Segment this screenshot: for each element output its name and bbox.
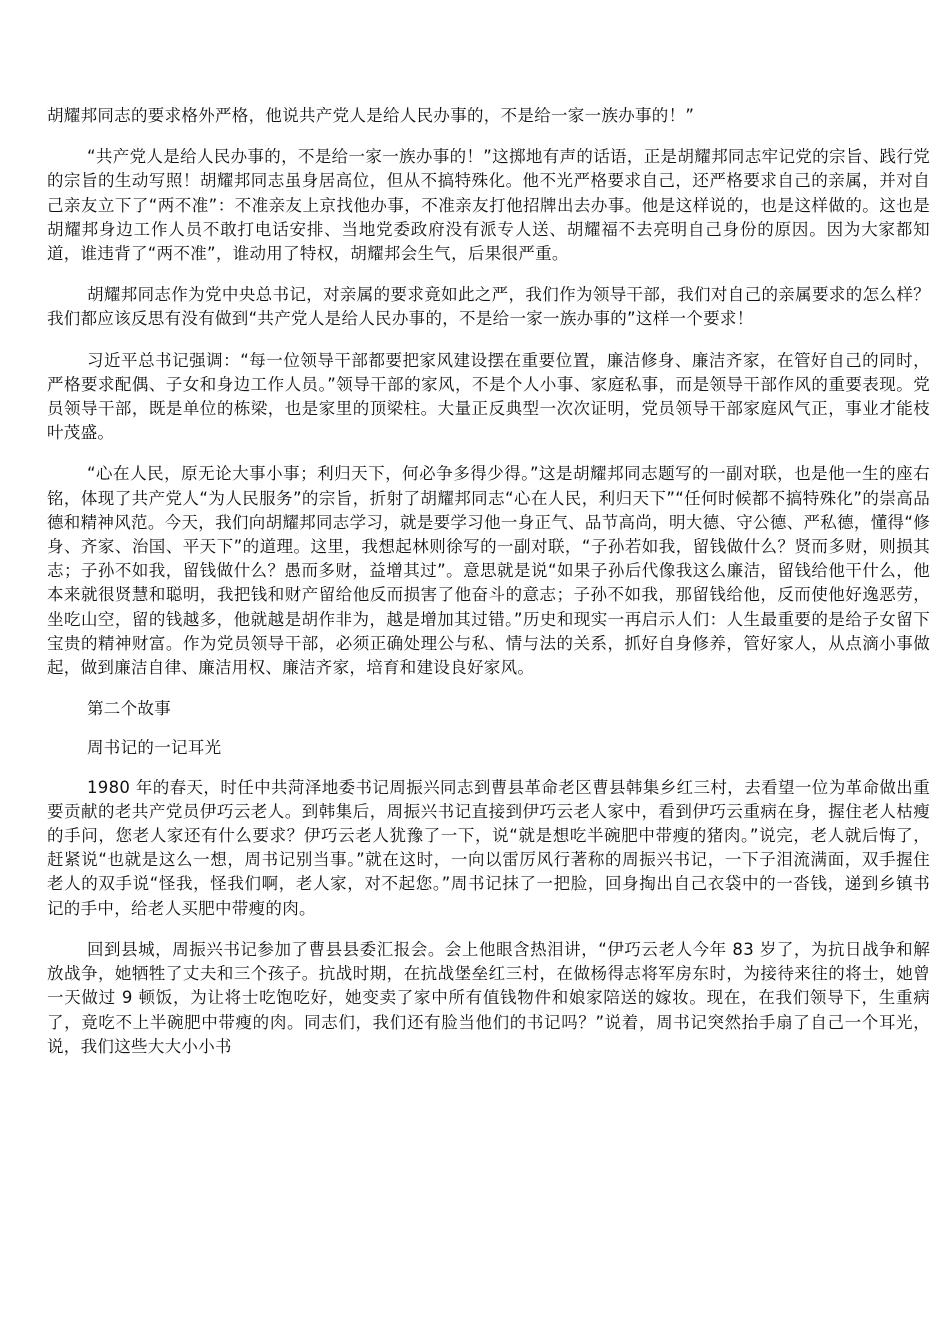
story-title: 周书记的一记耳光 — [87, 738, 222, 758]
paragraph-reflection: 胡耀邦同志作为党中央总书记，对亲属的要求竟如此之严，我们作为领导干部，我们对自己的亲属要求的怎么样？我们都应该反思有没有做到“共产党人是给人民办事的，不是给一家一族办事的”这样一个要求！ — [47, 285, 930, 329]
paragraph-story-1980: 1980 年的春天，时任中共菏泽地委书记周振兴同志到曹县革命老区曹县韩集乡红三村，去看望一位为革命做出重要贡献的老共产党员伊巧云老人。到韩集后，周振兴书记直接到伊巧云老人家中，看到伊巧云重病在身，握住老人枯瘦的手问，您老人家还有什么要求？伊巧云老人犹豫了一下，说“就是想吃半碗肥中带瘦的猪肉。”说完，老人就后悔了，赶紧说“也就是这么一想，周书记别当事。”就在这时，一向以雷厉风行著称的周振兴书记，一下子泪流满面，双手握住老人的双手说“怪我，怪我们啊，老人家，对不起您。”周书记抹了一把脸，回身掏出自己衣袋中的一沓钱，递到乡镇书记的手中，给老人买肥中带瘦的肉。 — [47, 777, 930, 918]
paragraph-county-meeting: 回到县城，周振兴书记参加了曹县县委汇报会。会上他眼含热泪讲，“伊巧云老人今年 83 岁了，为抗日战争和解放战争，她牺牲了丈夫和三个孩子。抗战时期，在抗战堡垒红三村，在做杨得志将军房东时，为接待来往的将士，她曾一天做过 9 顿饭，为让将士吃饱吃好，她变卖了家中所有值钱物件和娘家陪送的嫁妆。现在，在我们领导下，生重病了，竟吃不上半碗肥中带瘦的肉。同志们，我们还有脸当他们的书记吗？”说着，周书记突然抬手扇了自己一个耳光，说，我们这些大大小小书 — [47, 939, 930, 1056]
paragraph-xi-quote: 习近平总书记强调：“每一位领导干部都要把家风建设摆在重要位置，廉洁修身、廉洁齐家，在管好自己的同时，严格要求配偶、子女和身边工作人员。”领导干部的家风，不是个人小事、家庭私事，而是领导干部作风的重要表现。党员领导干部，既是单位的栋梁，也是家里的顶梁柱。大量正反典型一次次证明，党员领导干部家庭风气正，事业才能枝叶茂盛。 — [47, 350, 930, 443]
paragraph-couplet: “心在人民，原无论大事小事；利归天下，何必争多得少得。”这是胡耀邦同志题写的一副对联，也是他一生的座右铭，体现了共产党人“为人民服务”的宗旨，折射了胡耀邦同志“心在人民，利归天下”“任何时候都不搞特殊化”的崇高品德和精神风范。今天，我们向胡耀邦同志学习，就是要学习他一身正气、品节高尚，明大德、守公德、严私德，懂得“修身、齐家、治国、平天下”的道理。这里，我想起林则徐写的一副对联，“子孙若如我，留钱做什么？贤而多财，则损其志；子孙不如我，留钱做什么？愚而多财，益增其过”。意思就是说“如果子孙后代像我这么廉洁，留钱给他干什么，他本来就很贤慧和聪明，我把钱和财产留给他反而损害了他奋斗的意志；子孙不如我，那留钱给他，反而使他好逸恶劳，坐吃山空，留的钱越多，他就越是胡作非为，越是增加其过错。”历史和现实一再启示人们：人生最重要的是给子女留下宝贵的精神财富。作为党员领导干部，必须正确处理公与私、情与法的关系，抓好自身修养，管好家人，从点滴小事做起，做到廉洁自律、廉洁用权、廉洁齐家，培育和建设良好家风。 — [47, 464, 930, 678]
paragraph-two-no-rule: “共产党人是给人民办事的，不是给一家一族办事的！”这掷地有声的话语，正是胡耀邦同志牢记党的宗旨、践行党的宗旨的生动写照！胡耀邦同志虽身居高位，但从不搞特殊化。他不光严格要求自己，还严格要求自己的亲属，并对自己亲友立下了“两不准”：不准亲友上京找他办事，不准亲友打他招牌出去办事。他是这样说的，也是这样做的。这也是胡耀邦身边工作人员不敢打电话安排、当地党委政府没有派专人送、胡耀福不去亮明自己身份的原因。因为大家都知道，谁违背了“两不准”，谁动用了特权，胡耀邦会生气，后果很严重。 — [47, 147, 930, 264]
section-heading-second-story: 第二个故事 — [87, 699, 171, 719]
paragraph-continuation: 胡耀邦同志的要求格外严格，他说共产党人是给人民办事的，不是给一家一族办事的！” — [47, 106, 695, 125]
